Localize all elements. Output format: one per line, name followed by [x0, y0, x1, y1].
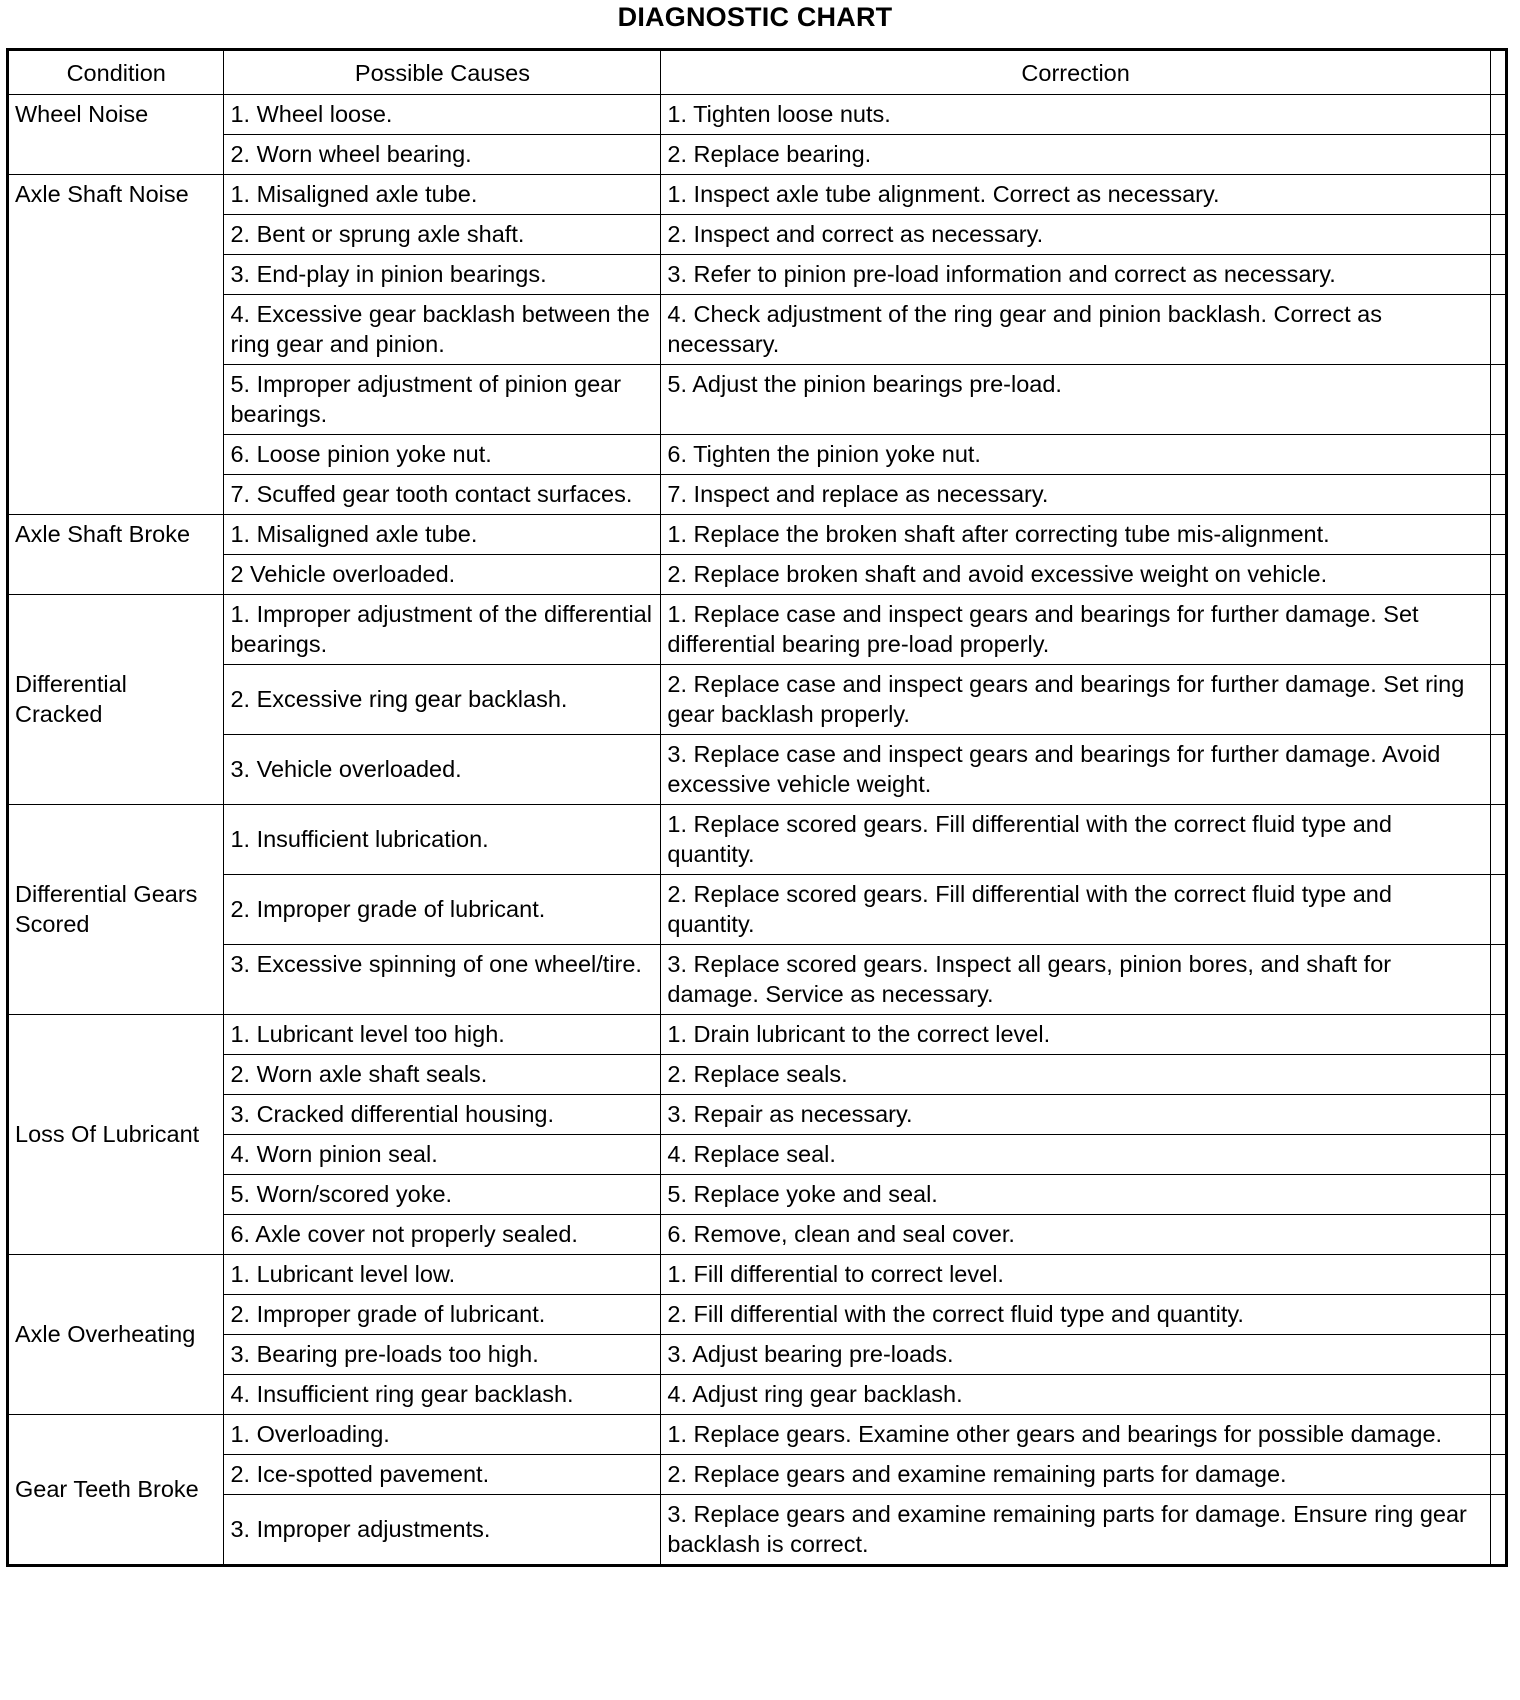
row-strip — [1490, 1455, 1506, 1495]
table-row — [8, 1335, 1507, 1375]
cause-cell: 1. Misaligned axle tube. — [224, 175, 661, 215]
condition-cell: Differential Cracked — [8, 595, 224, 805]
row-strip — [1490, 215, 1506, 255]
correction-cell: 1. Replace scored gears. Fill differential with the correct fluid type and quantity. — [661, 805, 1490, 875]
correction-cell: 2. Replace gears and examine remaining parts for damage. — [661, 1455, 1490, 1495]
row-strip — [1490, 555, 1506, 595]
row-strip — [1490, 1215, 1506, 1255]
row-strip — [1490, 1255, 1506, 1295]
cause-cell: 1. Misaligned axle tube. — [224, 515, 661, 555]
cause-cell: 1. Overloading. — [224, 1415, 661, 1455]
cause-cell: 5. Worn/scored yoke. — [224, 1175, 661, 1215]
correction-cell: 4. Adjust ring gear backlash. — [661, 1375, 1490, 1415]
condition-cell: Axle Shaft Noise — [8, 175, 224, 515]
row-strip — [1490, 175, 1506, 215]
cause-cell: 5. Improper adjustment of pinion gear bearings. — [224, 365, 661, 435]
row-strip — [1490, 365, 1506, 435]
row-strip — [1490, 875, 1506, 945]
row-strip — [1490, 1015, 1506, 1055]
correction-cell: 3. Refer to pinion pre-load information and correct as necessary. — [661, 255, 1490, 295]
row-strip — [1490, 595, 1506, 665]
row-strip — [1490, 435, 1506, 475]
table-row — [8, 365, 1507, 435]
cause-cell: 3. Cracked differential housing. — [224, 1095, 661, 1135]
cause-cell: 3. Bearing pre-loads too high. — [224, 1335, 661, 1375]
correction-cell: 1. Replace gears. Examine other gears and bearings for possible damage. — [661, 1415, 1490, 1455]
row-strip — [1490, 805, 1506, 875]
row-strip — [1490, 665, 1506, 735]
cause-cell: 2. Worn axle shaft seals. — [224, 1055, 661, 1095]
correction-cell: 6. Tighten the pinion yoke nut. — [661, 435, 1490, 475]
row-strip — [1490, 1055, 1506, 1095]
cause-cell: 2. Improper grade of lubricant. — [224, 875, 661, 945]
header-correction: Correction — [661, 50, 1490, 95]
cause-cell: 2. Worn wheel bearing. — [224, 135, 661, 175]
table-row — [8, 735, 1507, 805]
cause-cell: 2. Excessive ring gear backlash. — [224, 665, 661, 735]
cause-cell: 3. Excessive spinning of one wheel/tire. — [224, 945, 661, 1015]
table-row — [8, 1055, 1507, 1095]
row-strip — [1490, 95, 1506, 135]
cause-cell: 1. Lubricant level too high. — [224, 1015, 661, 1055]
row-strip — [1490, 1095, 1506, 1135]
condition-cell: Loss Of Lubricant — [8, 1015, 224, 1255]
table-row — [8, 1295, 1507, 1335]
correction-cell: 4. Check adjustment of the ring gear and pinion backlash. Correct as necessary. — [661, 295, 1490, 365]
cause-cell: 2 Vehicle overloaded. — [224, 555, 661, 595]
cause-cell: 4. Insufficient ring gear backlash. — [224, 1375, 661, 1415]
table-row — [8, 665, 1507, 735]
table-row — [8, 1135, 1507, 1175]
cause-cell: 7. Scuffed gear tooth contact surfaces. — [224, 475, 661, 515]
table-row — [8, 135, 1507, 175]
table-row — [8, 945, 1507, 1015]
correction-cell: 2. Replace seals. — [661, 1055, 1490, 1095]
table-row — [8, 555, 1507, 595]
correction-cell: 4. Replace seal. — [661, 1135, 1490, 1175]
table-row — [8, 1495, 1507, 1566]
table-row — [8, 475, 1507, 515]
table-row — [8, 215, 1507, 255]
table-body — [8, 95, 1507, 1566]
cause-cell: 1. Lubricant level low. — [224, 1255, 661, 1295]
correction-cell: 5. Adjust the pinion bearings pre-load. — [661, 365, 1490, 435]
cause-cell: 2. Ice-spotted pavement. — [224, 1455, 661, 1495]
correction-cell: 5. Replace yoke and seal. — [661, 1175, 1490, 1215]
row-strip — [1490, 515, 1506, 555]
correction-cell: 3. Replace case and inspect gears and bearings for further damage. Avoid excessive vehicle weight. — [661, 735, 1490, 805]
condition-cell: Differential Gears Scored — [8, 805, 224, 1015]
correction-cell: 2. Replace scored gears. Fill differential with the correct fluid type and quantity. — [661, 875, 1490, 945]
table-row — [8, 175, 1507, 215]
cause-cell: 3. End-play in pinion bearings. — [224, 255, 661, 295]
row-strip — [1490, 295, 1506, 365]
condition-cell: Axle Shaft Broke — [8, 515, 224, 595]
table-row — [8, 1015, 1507, 1055]
correction-cell: 3. Repair as necessary. — [661, 1095, 1490, 1135]
header-row — [8, 50, 1507, 95]
cause-cell: 1. Insufficient lubrication. — [224, 805, 661, 875]
table-row — [8, 875, 1507, 945]
condition-cell: Axle Overheating — [8, 1255, 224, 1415]
row-strip — [1490, 1375, 1506, 1415]
correction-cell: 1. Replace the broken shaft after correcting tube mis-alignment. — [661, 515, 1490, 555]
row-strip — [1490, 735, 1506, 805]
cause-cell: 4. Worn pinion seal. — [224, 1135, 661, 1175]
condition-cell: Wheel Noise — [8, 95, 224, 175]
correction-cell: 6. Remove, clean and seal cover. — [661, 1215, 1490, 1255]
row-strip — [1490, 255, 1506, 295]
cause-cell: 1. Wheel loose. — [224, 95, 661, 135]
table-row — [8, 255, 1507, 295]
row-strip — [1490, 1335, 1506, 1375]
table-row — [8, 1375, 1507, 1415]
correction-cell: 3. Replace scored gears. Inspect all gears, pinion bores, and shaft for damage. Service as necessary. — [661, 945, 1490, 1015]
cause-cell: 2. Bent or sprung axle shaft. — [224, 215, 661, 255]
correction-cell: 2. Fill differential with the correct fluid type and quantity. — [661, 1295, 1490, 1335]
table-row — [8, 435, 1507, 475]
correction-cell: 3. Replace gears and examine remaining parts for damage. Ensure ring gear backlash is correct. — [661, 1495, 1490, 1566]
correction-cell: 1. Inspect axle tube alignment. Correct as necessary. — [661, 175, 1490, 215]
row-strip — [1490, 1415, 1506, 1455]
correction-cell: 2. Replace case and inspect gears and bearings for further damage. Set ring gear backlash properly. — [661, 665, 1490, 735]
correction-cell: 1. Fill differential to correct level. — [661, 1255, 1490, 1295]
table-row — [8, 1415, 1507, 1455]
row-strip — [1490, 1295, 1506, 1335]
cause-cell: 2. Improper grade of lubricant. — [224, 1295, 661, 1335]
correction-cell: 1. Tighten loose nuts. — [661, 95, 1490, 135]
cause-cell: 1. Improper adjustment of the differential bearings. — [224, 595, 661, 665]
table-row — [8, 515, 1507, 555]
row-strip — [1490, 945, 1506, 1015]
row-strip — [1490, 1135, 1506, 1175]
table-row — [8, 595, 1507, 665]
correction-cell: 2. Replace bearing. — [661, 135, 1490, 175]
header-strip — [1490, 50, 1506, 95]
row-strip — [1490, 475, 1506, 515]
row-strip — [1490, 1175, 1506, 1215]
cause-cell: 3. Vehicle overloaded. — [224, 735, 661, 805]
diagnostic-table — [6, 48, 1508, 1567]
table-row — [8, 1095, 1507, 1135]
cause-cell: 3. Improper adjustments. — [224, 1495, 661, 1566]
table-row — [8, 295, 1507, 365]
correction-cell: 3. Adjust bearing pre-loads. — [661, 1335, 1490, 1375]
correction-cell: 1. Replace case and inspect gears and bearings for further damage. Set differential bearing pre-load properly. — [661, 595, 1490, 665]
correction-cell: 1. Drain lubricant to the correct level. — [661, 1015, 1490, 1055]
table-row — [8, 805, 1507, 875]
table-row — [8, 1255, 1507, 1295]
correction-cell: 2. Inspect and correct as necessary. — [661, 215, 1490, 255]
table-row — [8, 1175, 1507, 1215]
page-title: DIAGNOSTIC CHART — [617, 2, 893, 32]
row-strip — [1490, 1495, 1506, 1566]
correction-cell: 7. Inspect and replace as necessary. — [661, 475, 1490, 515]
header-causes: Possible Causes — [224, 50, 661, 95]
condition-cell: Gear Teeth Broke — [8, 1415, 224, 1566]
table-row — [8, 1215, 1507, 1255]
table-row — [8, 95, 1507, 135]
table-row — [8, 1455, 1507, 1495]
cause-cell: 6. Axle cover not properly sealed. — [224, 1215, 661, 1255]
cause-cell: 4. Excessive gear backlash between the ring gear and pinion. — [224, 295, 661, 365]
correction-cell: 2. Replace broken shaft and avoid excessive weight on vehicle. — [661, 555, 1490, 595]
row-strip — [1490, 135, 1506, 175]
header-condition: Condition — [8, 50, 224, 95]
cause-cell: 6. Loose pinion yoke nut. — [224, 435, 661, 475]
